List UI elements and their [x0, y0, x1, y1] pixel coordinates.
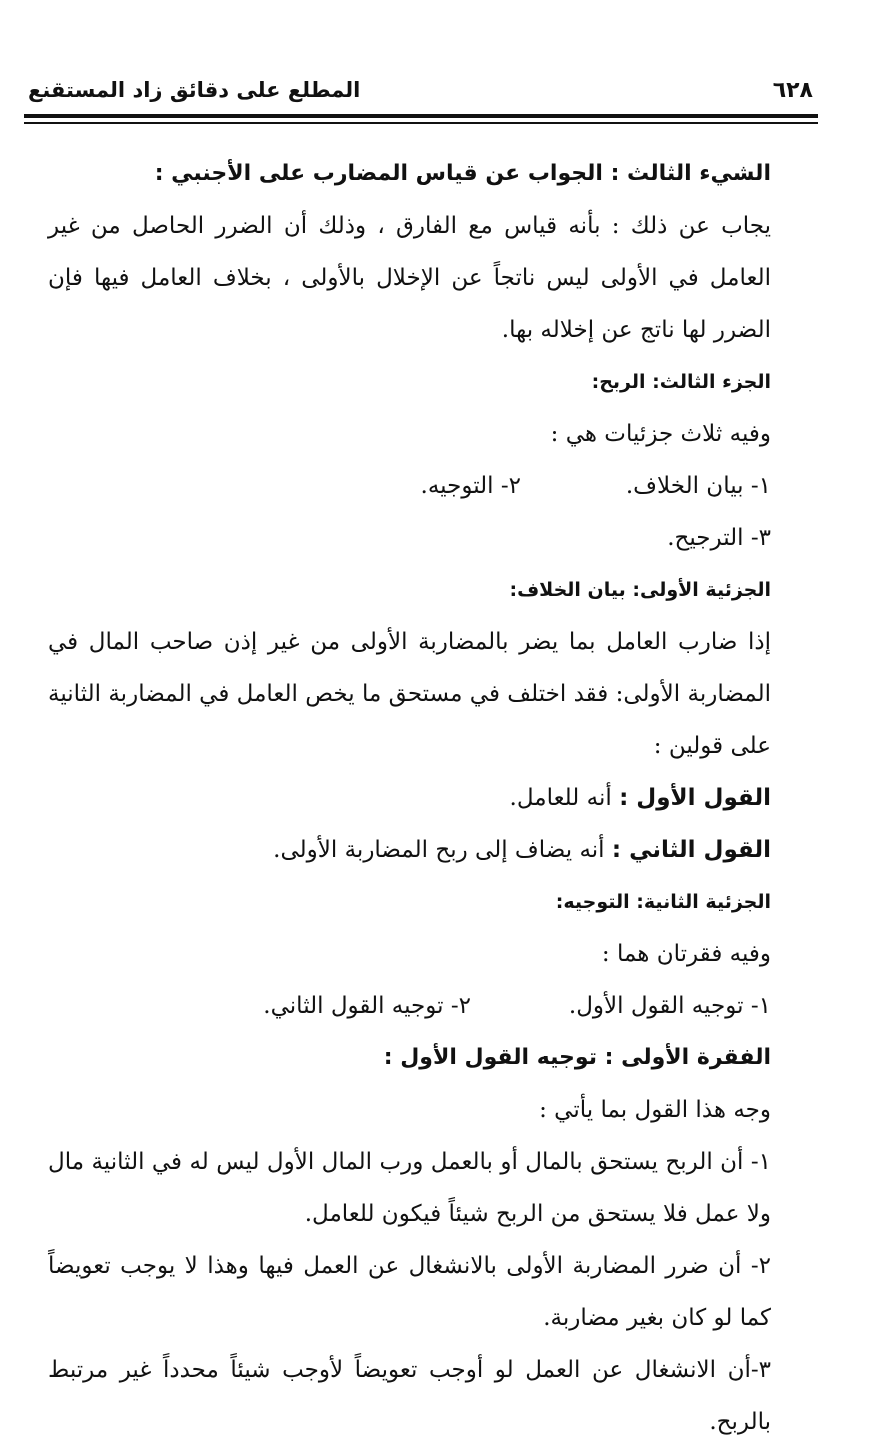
list-item: ٣- الترجيح.	[667, 525, 771, 551]
section-heading-reasoning: الجزئية الثانية: التوجيه:	[555, 891, 771, 913]
page-body	[48, 148, 771, 1448]
list-item: ١- بيان الخلاف.	[625, 473, 771, 499]
paragraph-dispute: إذا ضارب العامل بما يضر بالمضاربة الأولى من غير إذن صاحب المال في المضاربة الأولى: فقد اختلف في مستحق ما يخص العامل في المضاربة الثانية على قولين :	[48, 629, 771, 759]
opinion-second	[48, 824, 771, 876]
opinion-label: القول الأول :	[619, 785, 771, 811]
reason-point-3: ٣-أن الانشغال عن العمل لو أوجب تعويضاً لأوجب شيئاً محدداً غير مرتبط بالربح.	[48, 1357, 771, 1435]
book-title: المطلع على دقائق زاد المستقنع	[28, 78, 361, 102]
opinion-label: القول الثاني :	[611, 837, 771, 863]
section-heading-profit: الجزء الثالث: الربح:	[591, 371, 771, 393]
reason-point-1: ١- أن الربح يستحق بالمال أو بالعمل ورب المال الأول ليس له في الثانية مال ولا عمل فلا يستحق من الربح شيئاً فيكون للعامل.	[48, 1149, 771, 1227]
opinion-text: أنه يضاف إلى ربح المضاربة الأولى.	[273, 837, 605, 863]
page-number: ٦٢٨	[772, 78, 813, 103]
section-heading-dispute: الجزئية الأولى: بيان الخلاف:	[509, 579, 771, 601]
intro-two-paragraphs: وفيه فقرتان هما :	[601, 941, 771, 967]
list-item: ١- توجيه القول الأول.	[568, 993, 771, 1019]
running-header	[28, 78, 813, 112]
section-heading-third-thing: الشيء الثالث : الجواب عن قياس المضارب على الأجنبي :	[154, 161, 771, 186]
header-rule-thin	[24, 122, 818, 124]
intro-reasoning: وجه هذا القول بما يأتي :	[539, 1097, 771, 1123]
opinion-text: أنه للعامل.	[509, 785, 612, 811]
reason-point-2: ٢- أن ضرر المضاربة الأولى بالانشغال عن العمل فيها وهذا لا يوجب تعويضاً كما لو كان بغير مضاربة.	[48, 1253, 771, 1331]
intro-three-parts: وفيه ثلاث جزئيات هي :	[550, 421, 771, 447]
header-rule-thick	[24, 114, 818, 118]
list-item: ٢- التوجيه.	[420, 473, 521, 499]
opinion-first	[48, 772, 771, 824]
list-item: ٢- توجيه القول الثاني.	[263, 993, 471, 1019]
list-row-2	[48, 980, 771, 1032]
paragraph-answer: يجاب عن ذلك : بأنه قياس مع الفارق ، وذلك أن الضرر الحاصل من غير العامل في الأولى ليس ناتجاً عن الإخلال بالأولى ، بخلاف العامل فيها فإن الضرر لها ناتج عن إخلاله بها.	[48, 213, 771, 343]
list-row-1	[48, 460, 771, 512]
section-heading-first-opinion-reasoning: الفقرة الأولى : توجيه القول الأول :	[383, 1045, 771, 1070]
